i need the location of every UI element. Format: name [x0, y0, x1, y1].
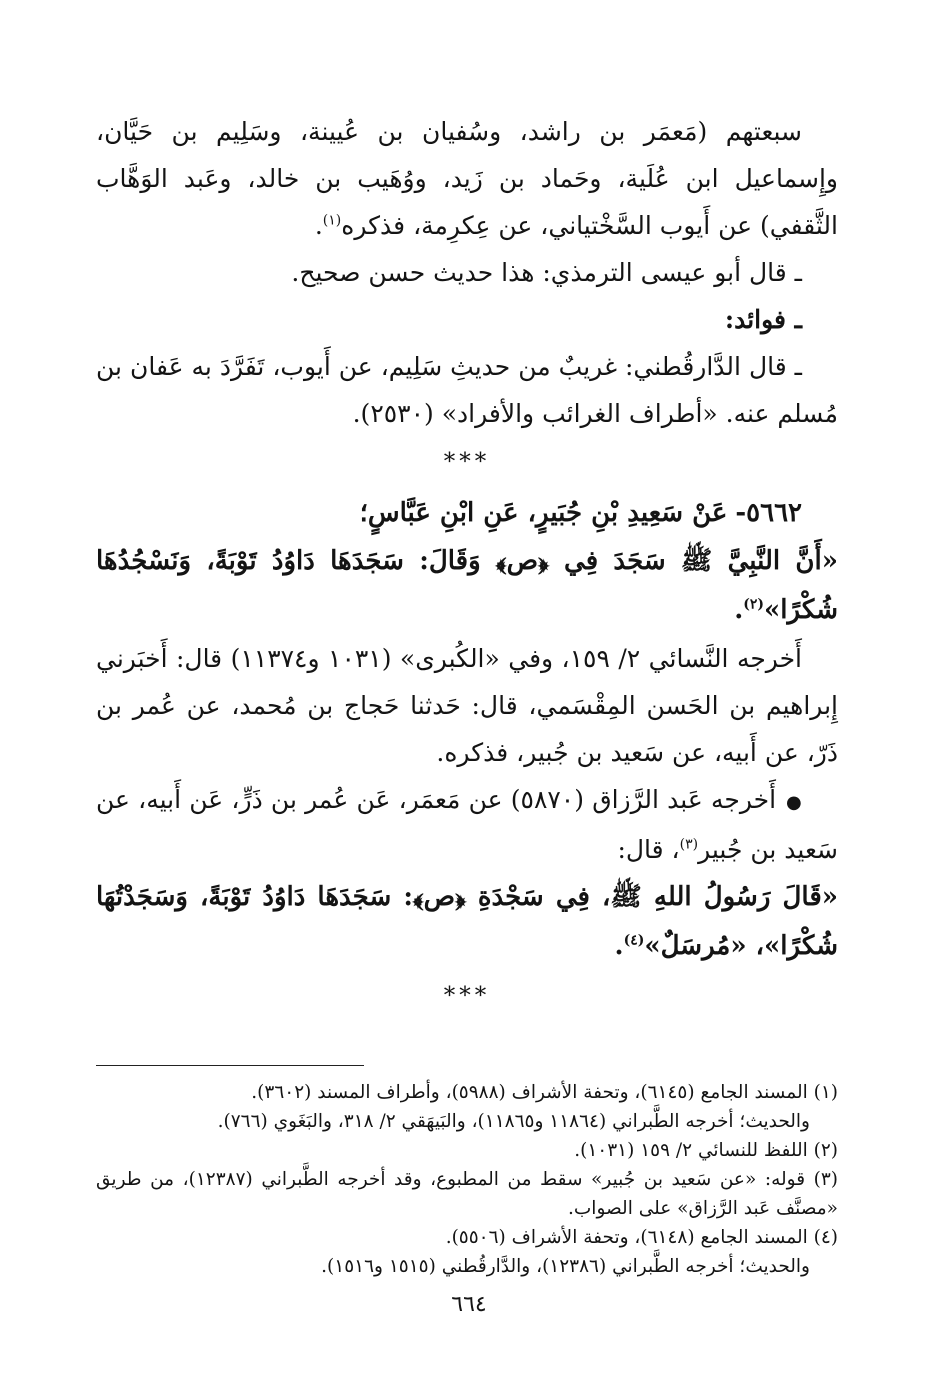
footnote-2: (٢) اللفظ للنسائي ٢/ ١٥٩ (١٠٣١). [574, 1140, 838, 1161]
footnote-1: (١) المسند الجامع (٦١٤٥)، وتحفة الأشراف (٥٩٨٨)، وأطراف المسند (٣٦٠٢). [251, 1082, 838, 1103]
footnote-ref-3[interactable]: (٣) [679, 836, 699, 853]
nasai-takhrij: أَخرجه النَّسائي ٢/ ١٥٩، وفي «الكُبرى» (١٠٣١ و١١٣٧٤) قال: أَخبَرني إِبراهيم بن الحَسن المِقْسَمي، قال: حَدثنا حَجاج بن مُحمد، عن عُمر بن ذَرّ، عن أَبيه، عن سَعيد بن جُبير، فذكره. [96, 644, 838, 767]
footnote-3: (٣) قوله: «عن سَعيد بن جُبير» سقط من المطبوع، وقد أخرجه الطَّبراني (١٢٣٨٧)، من طريق «مصنَّف عَبد الرَّزاق» على الصواب. [96, 1169, 838, 1219]
footnote-4: (٤) المسند الجامع (٦١٤٨)، وتحفة الأشراف (٥٥٠٦). [445, 1227, 838, 1248]
hadith-text-body: «أَنَّ النَّبِيَّ ﷺ سَجَدَ فِي ﴿ص﴾ وَقَالَ: سَجَدَهَا دَاوُدُ تَوْبَةً، وَنَسْجُدُهَا شُكْرًا» [96, 546, 838, 625]
section-separator: *** [443, 449, 491, 475]
hadith-chain: عَنْ سَعِيدِ بْنِ جُبَيرٍ، عَنِ ابْنِ عَبَّاسٍ؛ [359, 498, 728, 528]
takhrij-text: أَخرجه عَبد الرَّزاق (٥٨٧٠) عن مَعمَر، عَن عُمر بن ذَرٍّ، عَن أَبيه، عن سَعيد بن جُبير [96, 785, 838, 864]
footnote-ref-1[interactable]: (١) [322, 212, 342, 229]
daraqutni-note: ـ قال الدَّارقُطني: غريبٌ من حديثِ سَلِيم، عن أَيوب، تَفَرَّدَ به عَفان بن مُسلم عنه. «أطراف الغرائب والأفراد» (٢٥٣٠). [96, 352, 838, 428]
mursal-hadith-body: «قَالَ رَسُولُ اللهِ ﷺ، فِي سَجْدَةِ ﴿ص﴾: سَجَدَهَا دَاوُدُ تَوْبَةً، وَسَجَدْتُهَا شُكْرًا»، «مُرسَلٌ» [96, 882, 838, 961]
footnote-ref-2[interactable]: (٢) [743, 596, 765, 613]
tirmidhi-ruling: ـ قال أبو عيسى الترمذي: هذا حديث حسن صحيح. [291, 258, 802, 287]
hadith-number: ٥٦٦٢- [735, 498, 802, 528]
abdurrazzaq-takhrij [96, 776, 838, 873]
mursal-hadith-text: «قَالَ رَسُولُ اللهِ ﷺ، فِي سَجْدَةِ ﴿ص﴾: سَجَدَهَا دَاوُدُ تَوْبَةً، وَسَجَدْتُهَا شُكْرًا»، «مُرسَلٌ»$^{(٤)}$. [96, 882, 838, 961]
section-separator-2: *** [443, 983, 491, 1009]
paragraph-chain-continuation: سبعتهم (مَعمَر بن راشد، وسُفيان بن عُيينة، وسَلِيم بن حَيَّان، وإِسماعيل ابن عُلَية، وحَماد بن زَيد، ووُهَيب بن خالد، وعَبد الوَهَّاب الثَّقفي) عن أَيوب السَّخْتياني، عن عِكرِمة، فذكره$^{(١)}$. [96, 117, 838, 240]
fawaid-heading: ـ فوائد: [724, 305, 802, 334]
main-text [96, 108, 838, 1019]
hadith-header [96, 489, 838, 537]
footnote-ref-4[interactable]: (٤) [623, 932, 645, 949]
hadith-text: «أَنَّ النَّبِيَّ ﷺ سَجَدَ فِي ﴿ص﴾ وَقَالَ: سَجَدَهَا دَاوُدُ تَوْبَةً، وَنَسْجُدُهَا شُكْرًا»$^{(٢)}$. [96, 546, 838, 625]
paragraph-text: سبعتهم (مَعمَر بن راشد، وسُفيان بن عُيينة، وسَلِيم بن حَيَّان، وإِسماعيل ابن عُلَية، وحَماد بن زَيد، ووُهَيب بن خالد، وعَبد الوَهَّاب الثَّقفي) عن أَيوب السَّخْتياني، عن عِكرِمة، فذكره [96, 117, 838, 240]
takhrij-text-end: ، قال: [617, 835, 680, 864]
footnote-1-continued: والحديث؛ أخرجه الطَّبراني (١١٨٦٤ و١١٨٦٥)، والبَيهَقي ٢/ ٣١٨، والبَغَوي (٧٦٦). [217, 1111, 810, 1132]
footnote-divider [96, 1065, 364, 1066]
footnote-4-continued: والحديث؛ أخرجه الطَّبراني (١٢٣٨٦)، والدَّارقُطني (١٥١٥ و١٥١٦). [321, 1256, 810, 1277]
footnotes [96, 1078, 838, 1281]
page-number: ٦٦٤ [451, 1292, 487, 1317]
